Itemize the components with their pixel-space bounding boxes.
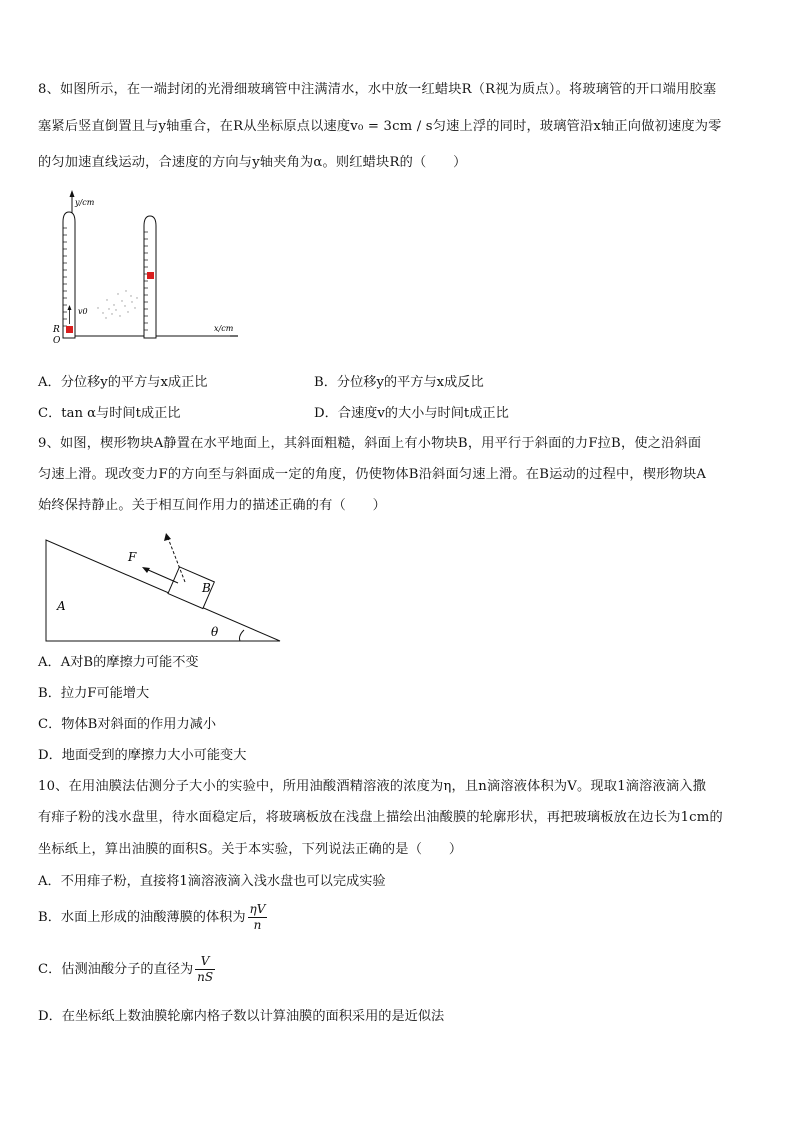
force-label: F	[128, 550, 137, 564]
q10-option-b-fraction	[248, 902, 268, 933]
q9-figure	[40, 530, 290, 648]
wedge-label: A	[57, 599, 66, 613]
q9-option-c[interactable]: C．物体B对斜面的作用力减小	[38, 717, 217, 732]
red-wax-block	[66, 326, 73, 333]
y-axis-label: y/cm	[75, 198, 95, 207]
q8-figure	[48, 188, 248, 358]
red-wax-block-moved	[147, 272, 154, 279]
origin-label: O	[53, 336, 61, 346]
q10-option-b[interactable]	[38, 900, 267, 936]
q10-stem-line-1: 10、在用油膜法估测分子大小的实验中，所用油酸酒精溶液的浓度为η，且n滴溶液体积为V。现取1滴溶液滴入撒	[38, 779, 707, 794]
q10-option-c[interactable]	[38, 952, 215, 988]
x-axis-label: x/cm	[214, 324, 234, 333]
fraction-numerator: V	[195, 954, 215, 970]
glass-tube-right	[144, 216, 156, 338]
q8-option-d[interactable]: D．合速度v的大小与时间t成正比	[314, 406, 509, 421]
angle-arc	[240, 630, 245, 641]
q9-option-a[interactable]: A．A对B的摩擦力可能不变	[38, 655, 199, 670]
q9-stem-line-1: 9、如图，楔形物块A静置在水平地面上，其斜面粗糙，斜面上有小物块B，用平行于斜面的力F拉B，使之沿斜面	[38, 436, 702, 451]
q9-stem-line-3: 始终保持静止。关于相互间作用力的描述正确的有（ ）	[38, 498, 387, 513]
q8-option-c[interactable]: C．tan α与时间t成正比	[38, 406, 181, 421]
R-label: R	[53, 325, 60, 335]
q8-option-b[interactable]: B．分位移y的平方与x成反比	[314, 375, 484, 390]
fraction-numerator: ηV	[249, 902, 266, 916]
v0-label: v0	[78, 307, 88, 316]
block-label: B	[202, 581, 211, 595]
q9-stem-line-2: 匀速上滑。现改变力F的方向至与斜面成一定的角度，仍使物体B沿斜面匀速上滑。在B运动的过程中，楔形物块A	[38, 467, 707, 482]
glass-tube-left	[63, 212, 75, 338]
q10-stem-line-3: 坐标纸上，算出油膜的面积S。关于本实验，下列说法正确的是（ ）	[38, 842, 463, 857]
q10-option-a[interactable]: A．不用痱子粉，直接将1滴溶液滴入浅水盘也可以完成实验	[38, 874, 386, 889]
force-arrow	[146, 569, 178, 583]
fraction-denominator: n	[253, 918, 262, 932]
q10-option-c-text: C．估测油酸分子的直径为	[38, 962, 194, 977]
q10-option-d[interactable]: D．在坐标纸上数油膜轮廓内格子数以计算油膜的面积采用的是近似法	[38, 1009, 445, 1024]
q8-stem-line-1: 8、如图所示，在一端封闭的光滑细玻璃管中注满清水，水中放一红蜡块R（R视为质点）。将玻璃管的开口端用胶塞	[38, 82, 717, 97]
fraction-denominator: nS	[197, 970, 214, 984]
trajectory-dots	[97, 290, 137, 318]
q9-option-b[interactable]: B．拉力F可能增大	[38, 686, 150, 701]
q10-stem-line-2: 有痱子粉的浅水盘里，待水面稳定后，将玻璃板放在浅盘上描绘出油酸膜的轮廓形状，再把玻璃板放在边长为1cm的	[38, 810, 723, 825]
wedge-A	[46, 540, 280, 641]
q8-stem-line-2: 塞紧后竖直倒置且与y轴重合，在R从坐标原点以速度v₀ = 3cm / s匀速上浮的同时，玻璃管沿x轴正向做初速度为零	[38, 119, 722, 134]
theta-label: θ	[211, 625, 219, 639]
q9-option-d[interactable]: D．地面受到的摩擦力大小可能变大	[38, 748, 247, 763]
q10-option-c-fraction	[195, 954, 215, 985]
q8-option-a[interactable]: A．分位移y的平方与x成正比	[38, 375, 208, 390]
q8-stem-line-3: 的匀加速直线运动，合速度的方向与y轴夹角为α。则红蜡块R的（ ）	[38, 155, 467, 170]
q10-option-b-text: B．水面上形成的油酸薄膜的体积为	[38, 910, 246, 925]
